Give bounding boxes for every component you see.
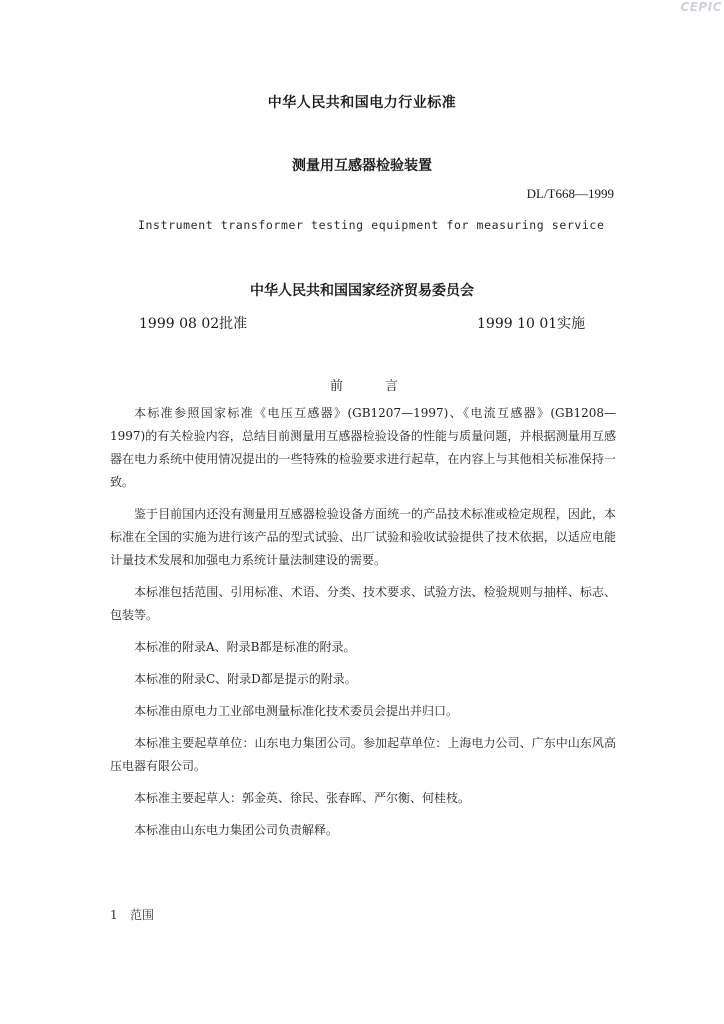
foreword-paragraph: 本标准包括范围、引用标准、术语、分类、技术要求、试验方法、检验规则与抽样、标志、包装等。: [110, 585, 616, 622]
issuing-committee: 中华人民共和国国家经济贸易委员会: [250, 283, 474, 299]
foreword-paragraph: 本标准主要起草人：郭金英、徐民、张春晖、严尔衡、何桂枝。: [134, 791, 471, 805]
standard-code: DL/T668—1999: [526, 186, 614, 201]
watermark-logo: CEPIC: [680, 0, 722, 14]
foreword-paragraph: 本标准参照国家标准《电压互感器》(GB1207—1997)、《电流互感器》(GB1208—1997)的有关检验内容，总结目前测量用互感器检验设备的性能与质量问题，并根据测量用互感器在电力系统中使用情况提出的一些特殊的检验要求进行起草，在内容上与其他相关标准保持一致。: [110, 406, 616, 489]
industry-standard-title: 中华人民共和国电力行业标准: [267, 95, 457, 111]
foreword-heading: 前言: [330, 379, 441, 394]
section-number: 1: [110, 908, 118, 922]
standard-title: 测量用互感器检验装置: [292, 158, 432, 174]
foreword-paragraph: 鉴于目前国内还没有测量用互感器检验设备方面统一的产品技术标准或检定规程，因此，本标准在全国的实施为进行该产品的型式试验、出厂试验和验收试验提供了技术依据，以适应电能计量技术发展和加强电力系统计量法制建设的需要。: [110, 507, 616, 567]
section-heading: [110, 906, 154, 923]
foreword-paragraph: 本标准的附录A、附录B都是标准的附录。: [134, 640, 356, 654]
foreword-paragraph: 本标准主要起草单位：山东电力集团公司。参加起草单位：上海电力公司、广东中山东风高压电器有限公司。: [110, 736, 616, 773]
effective-date: 1999 10 01实施: [477, 316, 586, 332]
foreword-paragraph: 本标准由原电力工业部电测量标准化技术委员会提出并归口。: [134, 704, 459, 718]
foreword-paragraph: 本标准由山东电力集团公司负责解释。: [134, 823, 339, 837]
foreword-paragraph: 本标准的附录C、附录D都是提示的附录。: [134, 672, 357, 686]
section-title: 范围: [130, 908, 155, 922]
approval-date: 1999 08 02批准: [139, 316, 248, 332]
english-title: Instrument transformer testing equipment for measuring service: [138, 218, 605, 232]
foreword-body: [110, 402, 616, 851]
